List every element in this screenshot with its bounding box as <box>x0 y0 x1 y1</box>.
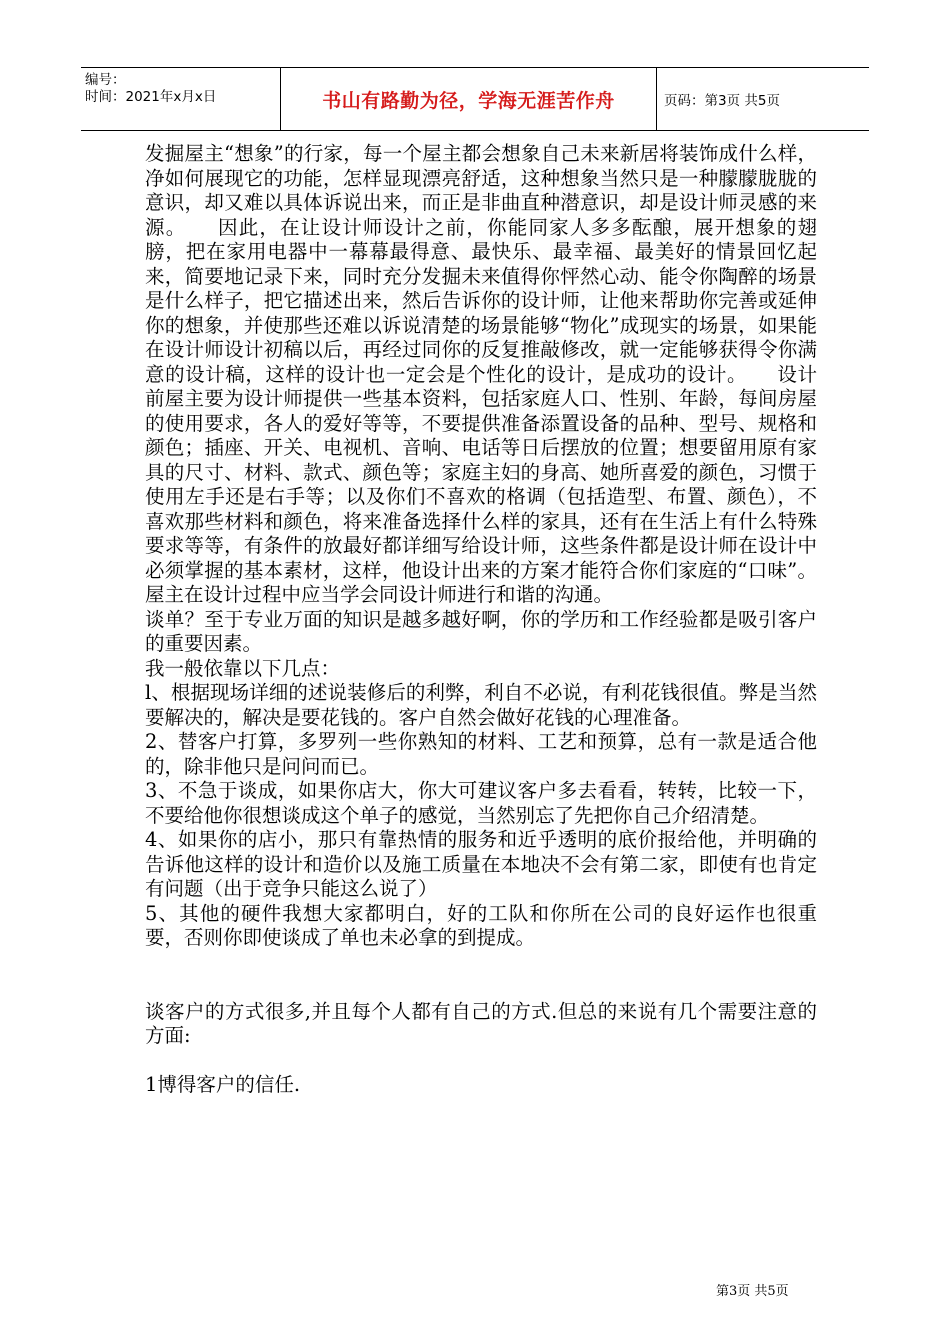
list-item-point-1: l、根据现场详细的述说装修后的利弊，利自不必说，有利花钱很值。弊是当然要解决的，解决是要花钱的。客户自然会做好花钱的心理准备。 <box>145 681 817 729</box>
list-item-point-2: 2、替客户打算，多罗列一些你熟知的材料、工艺和预算，总有一款是适合他的，除非他只是问问而已。 <box>145 730 817 778</box>
list-item-point-3: 3、不急于谈成，如果你店大，你大可建议客户多去看看，转转，比较一下，不要给他你很想谈成这个单子的感觉，当然别忘了先把你自己介绍清楚。 <box>145 779 817 827</box>
paragraph-spacer <box>145 1049 817 1074</box>
list-item-point-4: 4、如果你的店小，那只有靠热情的服务和近乎透明的底价报给他，并明确的告诉他这样的设计和造价以及施工质量在本地决不会有第二家，即使有也肯定有问题（出于竞争只能这么说了） <box>145 828 817 900</box>
footer-page-info: 第3页 共5页 <box>716 1284 789 1299</box>
header-motto-cell <box>281 68 657 130</box>
document-number-label: 编号： <box>85 72 126 88</box>
header-motto: 书山有路勤为径，学海无涯苦作舟 <box>322 89 615 112</box>
header-meta-cell <box>81 68 281 130</box>
list-item-point-5: 5、其他的硬件我想大家都明白，好的工队和你所在公司的良好运作也很重要，否则你即使谈成了单也未必拿的到提成。 <box>145 901 817 949</box>
paragraph-talk: 谈单？至于专业万面的知识是越多越好啊，你的学历和工作经验都是吸引客户的重要因素。 <box>145 607 817 655</box>
paragraph-spacer <box>145 951 817 1000</box>
page-footer <box>716 1280 789 1299</box>
document-body <box>145 142 817 1098</box>
paragraph-trust: 1博得客户的信任. <box>145 1073 301 1096</box>
paragraph-main: 发掘屋主“想象”的行家，每一个屋主都会想象自己未来新居将装饰成什么样，净如何展现它的功能，怎样显现漂亮舒适，这种想象当然只是一种朦朦胧胧的意识，却又难以具体诉说出来，而正是非曲直种潜意识，却是设计师灵感的来源。 因此，在让设计师设计之前，你能同家人多多酝酿，展开想象的翅膀，把在家用电器中一幕幕最得意、最快乐、最幸福、最美好的情景回忆起来，简要地记录下来，同时充分发掘未来值得你怦然心动、能令你陶醉的场景是什么样子，把它描述出来，然后告诉你的设计师，让他来帮助你完善或延伸你的想象，并使那些还难以诉说清楚的场景能够“物化”成现实的场景，如果能在设计师设计初稿以后，再经过同你的反复推敲修改，就一定能够获得令你满意的设计稿，这样的设计也一定会是个性化的设计，是成功的设计。 设计前屋主要为设计师提供一些基本资料，包括家庭人口、性别、年龄，每间房屋的使用要求，各人的爱好等等，不要提供准备添置设备的品种、型号、规格和颜色；插座、开关、电视机、音响、电话等日后摆放的位置；想要留用原有家具的尺寸、材料、款式、颜色等；家庭主妇的身高、她所喜爱的颜色，习惯于使用左手还是右手等；以及你们不喜欢的格调（包括造型、布置、颜色），不喜欢那些材料和颜色，将来准备选择什么样的家具，还有在生活上有什么特殊要求等等，有条件的放最好都详细写给设计师，这些条件都是设计师在设计中必须掌握的基本素材，这样，他设计出来的方案才能符合你们家庭的“口味”。屋主在设计过程中应当学会同设计师进行和谐的沟通。 <box>145 142 817 606</box>
document-date-label: 时间：2021年x月x日 <box>85 89 217 105</box>
header-page-info: 页码：第3页 共5页 <box>664 93 780 109</box>
paragraph-ways: 谈客户的方式很多,并且每个人都有自己的方式.但总的来说有几个需要注意的方面: <box>145 999 817 1047</box>
paragraph-rely: 我一般依靠以下几点： <box>145 656 341 680</box>
header-page-cell <box>657 68 869 130</box>
document-header <box>81 67 869 131</box>
